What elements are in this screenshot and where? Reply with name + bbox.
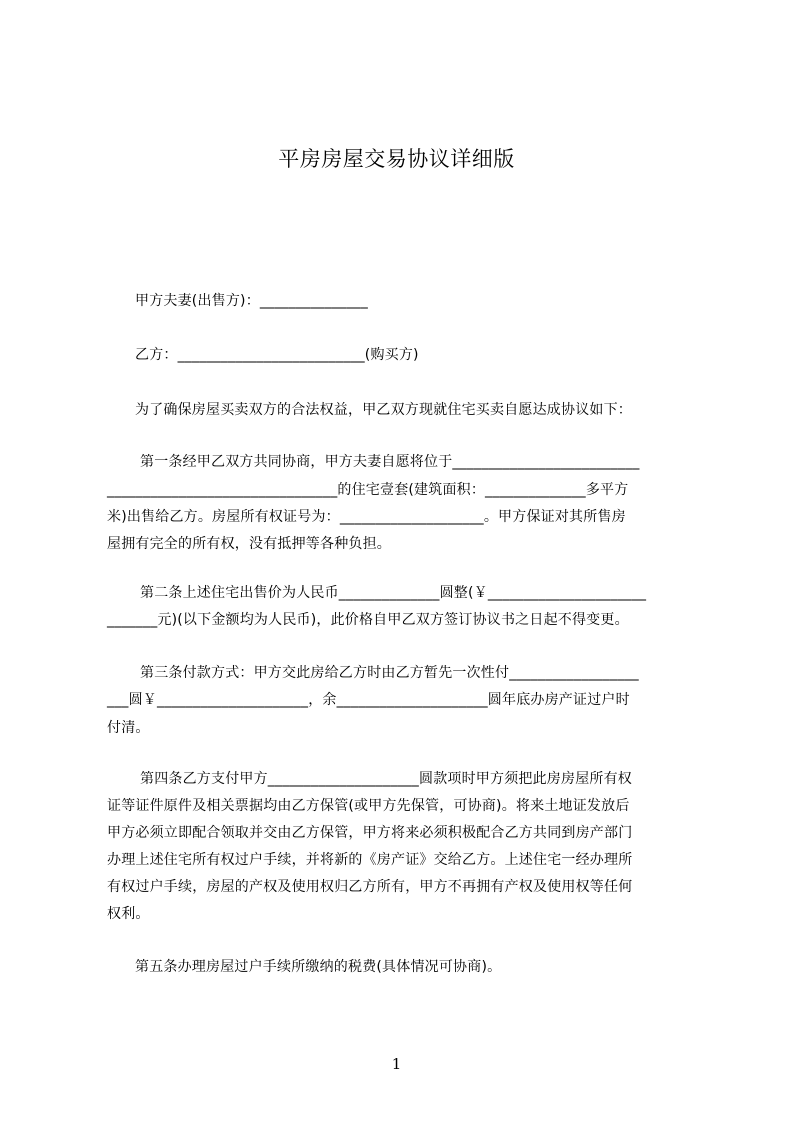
clause-2-line-1: 第二条上述住宅出售价为人民币______________圆整(￥______________________	[140, 585, 647, 601]
clause-3-line-1: 第三条付款方式：甲方交此房给乙方时由乙方暂先一次性付__________________	[140, 665, 639, 681]
clause-3-line-2: ___圆￥_____________________，余_____________________圆年底办房产证过户时	[107, 692, 630, 708]
clause-1-line-1: 第一条经甲乙双方共同协商，甲方夫妻自愿将位于__________________________	[140, 454, 640, 470]
clause-2-line-2: _______元)(以下金额均为人民币)，此价格自甲乙双方签订协议书之日起不得变更。	[107, 612, 629, 628]
clause-1-line-2: ________________________________的住宅壹套(建筑面积：______________多平方	[107, 482, 629, 498]
preamble-line: 为了确保房屋买卖双方的合法权益，甲乙双方现就住宅买卖自愿达成协议如下：	[135, 402, 632, 418]
document-title: 平房房屋交易协议详细版	[278, 147, 515, 171]
clause-1-line-4: 屋拥有完全的所有权，没有抵押等各种负担。	[107, 536, 391, 552]
clause-4-line-3: 甲方必须立即配合领取并交由乙方保管，甲方将来必须积极配合乙方共同到房产部门	[107, 825, 633, 841]
clause-4-line-2: 证等证件原件及相关票据均由乙方保管(或甲方先保管，可协商)。将来土地证发放后	[107, 798, 630, 814]
clause-4-line-4: 办理上述住宅所有权过户手续，并将新的《房产证》交给乙方。上述住宅一经办理所	[107, 852, 633, 868]
clause-1-line-3: 米)出售给乙方。房屋所有权证号为：____________________。甲方保证对其所售房	[107, 509, 626, 525]
party-b-line: 乙方：__________________________(购买方)	[135, 347, 419, 363]
clause-3-line-3: 付清。	[107, 720, 150, 736]
party-a-line: 甲方夫妻(出售方)：_______________	[135, 293, 368, 309]
page-number: 1	[391, 1055, 402, 1073]
clause-4-line-5: 有权过户手续，房屋的产权及使用权归乙方所有，甲方不再拥有产权及使用权等任何	[107, 879, 633, 895]
clause-5-line-1: 第五条办理房屋过户手续所缴纳的税费(具体情况可协商)。	[135, 959, 502, 975]
clause-4-line-6: 权利。	[107, 906, 150, 922]
clause-4-line-1: 第四条乙方支付甲方_____________________圆款项时甲方须把此房房屋所有权	[140, 771, 632, 787]
